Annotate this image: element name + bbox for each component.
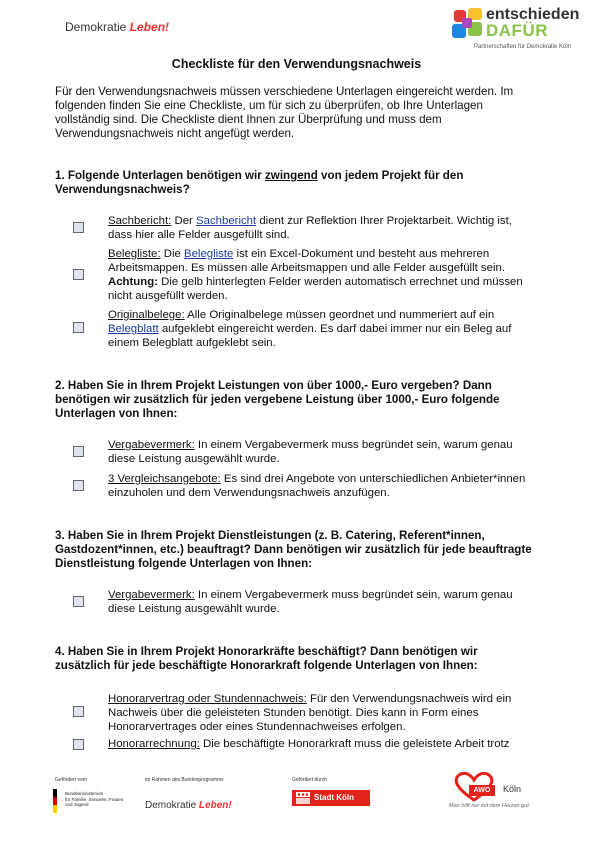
checkbox-sachbericht[interactable]	[73, 222, 84, 233]
checkbox-vergleichsangebote[interactable]	[73, 480, 84, 491]
im-rahmen-label: im Rahmen des Bundesprogramms	[145, 777, 224, 783]
item-text: Es sind drei Angebote von unterschiedlichen Anbieter*innen einzuholen und dem Verwendungsnachweis anzufügen.	[108, 473, 526, 499]
page-title: Checkliste für den Verwendungsnachweis	[171, 57, 422, 71]
logo-text-accent: Leben!	[198, 800, 232, 811]
checkbox-vergabevermerk-2[interactable]	[73, 596, 84, 607]
item-text: Die	[160, 248, 184, 260]
awo-badge: AWO	[469, 785, 495, 796]
logo-text-accent: Leben!	[129, 20, 170, 34]
question-text: von jedem Projekt für den Verwendungsnachweis?	[55, 169, 464, 196]
item-title: Honorarrechnung:	[108, 738, 200, 750]
item-text: aufgeklebt eingereicht werden. Es darf dabei immer nur ein Beleg auf einem Belegblatt aufgeklebt sein.	[108, 323, 512, 349]
sachbericht-link[interactable]: Sachbericht	[196, 215, 257, 227]
awo-city: Köln	[503, 784, 522, 794]
checkbox-honorarvertrag[interactable]	[73, 706, 84, 717]
bmfsfj-logo-text	[65, 791, 123, 808]
gefoerdert-durch-label: Gefördert durch	[292, 777, 328, 783]
bmfsfj-line: Bundesministerium	[65, 791, 104, 796]
item-title: 3 Vergleichsangebote:	[108, 473, 221, 485]
section-2-question: 2. Haben Sie in Ihrem Projekt Leistungen von über 1000,- Euro vergeben? Dann benötigen wir zusätzlich für jeden vergebene Leistung über 1000,- Euro folgende Unterlagen von Ihnen:	[55, 379, 500, 420]
item-belegliste	[108, 247, 538, 303]
item-text: Die beschäftigte Honorarkraft muss die geleistete Arbeit trotz	[199, 738, 510, 750]
koeln-crest-icon	[296, 792, 310, 804]
item-text: In einem Vergabevermerk muss begründet sein, warum genau diese Leistung ausgewählt wurde.	[108, 439, 513, 465]
item-text: In einem Vergabevermerk muss begründet sein, warum genau diese Leistung ausgewählt wurde.	[108, 589, 513, 615]
stadt-koeln-logo	[292, 790, 370, 806]
checkbox-originalbelege[interactable]	[73, 322, 84, 333]
warning-label: Achtung:	[108, 276, 158, 288]
bmfsfj-line: und Jugend	[65, 802, 89, 807]
item-title: Vergabevermerk:	[108, 439, 195, 451]
bmfsfj-flag-icon	[53, 789, 57, 813]
item-title: Vergabevermerk:	[108, 589, 195, 601]
item-text: Der	[171, 215, 197, 227]
item-text: dient zur Reflektion Ihrer Projektarbeit. Wichtig ist, dass hier alle Felder ausgefüllt sind.	[108, 215, 512, 241]
item-title: Belegliste:	[108, 248, 161, 260]
logo-line1: entschieden	[486, 6, 580, 23]
item-honorarrechnung	[108, 737, 538, 751]
item-text: Alle Originalbelege müssen geordnet und nummeriert auf ein	[184, 309, 495, 321]
section-3-question: 3. Haben Sie in Ihrem Projekt Dienstleistungen (z. B. Catering, Referent*innen, Gastdozent*innen, etc.) beauftragt? Dann benötigen wir zusätzlich für jede beauftragte Dienstleistung folgende Unterlagen von Ihnen:	[55, 529, 532, 570]
belegliste-link[interactable]: Belegliste	[183, 248, 234, 260]
awo-slogan: Man hilft nur mit dem Herzen gut.	[449, 803, 531, 809]
intro-paragraph: Für den Verwendungsnachweis müssen verschiedene Unterlagen eingereicht werden. Im folgenden finden Sie eine Checkliste, um für sich zu überprüfen, ob Ihre Unterlagen vollständig sind. Die Checkliste dient Ihnen zur Überprüfung und muss dem Verwendungsnachweis nicht angefügt werden.	[55, 85, 514, 140]
checkbox-honorarrechnung[interactable]	[73, 739, 84, 750]
belegblatt-link[interactable]: Belegblatt	[108, 323, 159, 335]
demokratie-leben-footer-logo	[145, 800, 232, 811]
item-text: Die gelb hinterlegten Felder werden automatisch errechnet und müssen nicht ausgefüllt werden.	[108, 276, 523, 302]
item-honorarvertrag	[108, 692, 538, 734]
checkbox-vergabevermerk-1[interactable]	[73, 446, 84, 457]
demokratie-leben-logo	[65, 20, 169, 34]
item-title: Originalbelege:	[108, 309, 185, 321]
question-emphasis: zwingend	[265, 169, 318, 182]
item-vergabevermerk	[108, 588, 538, 616]
section-4-question: 4. Haben Sie in Ihrem Projekt Honorarkräfte beschäftigt? Dann benötigen wir zusätzlich für jede beschäftigte Honorarkraft folgende Unterlagen von Ihnen:	[55, 645, 478, 672]
logo-text: Demokratie	[65, 20, 127, 34]
puzzle-logo-icon	[452, 8, 486, 44]
logo-text: Demokratie	[145, 800, 197, 811]
logo-line3: Partnerschaften für Demokratie Köln	[474, 44, 572, 50]
logo-line2: DAFÜR	[486, 21, 548, 40]
stadt-text: Stadt Köln	[314, 793, 354, 802]
item-vergleichsangebote	[108, 472, 538, 500]
item-title: Sachbericht:	[108, 215, 172, 227]
checkbox-belegliste[interactable]	[73, 269, 84, 280]
item-text: ist ein Excel-Dokument und besteht aus mehreren Arbeitsmappen. Es müssen alle Arbeitsmappen und alle Felder ausgefüllt sein.	[108, 248, 505, 274]
entschieden-dafuer-logo	[452, 6, 580, 52]
item-sachbericht	[108, 214, 538, 242]
bmfsfj-line: für Familie, Senioren, Frauen	[65, 796, 124, 802]
gefoerdert-vom-label: Gefördert vom	[55, 777, 87, 783]
section-1-question	[55, 169, 525, 197]
item-vergabevermerk	[108, 438, 538, 466]
item-title: Honorarvertrag oder Stundennachweis:	[108, 693, 307, 705]
question-text: 1. Folgende Unterlagen benötigen wir	[55, 169, 265, 182]
item-originalbelege	[108, 308, 538, 350]
item-text: Für den Verwendungsnachweis wird ein Nachweis über die geleisteten Stunden benötigt. Dies kann in Form eines Honorarvertrages oder eines Stundennachweises erfolgen.	[108, 693, 512, 733]
